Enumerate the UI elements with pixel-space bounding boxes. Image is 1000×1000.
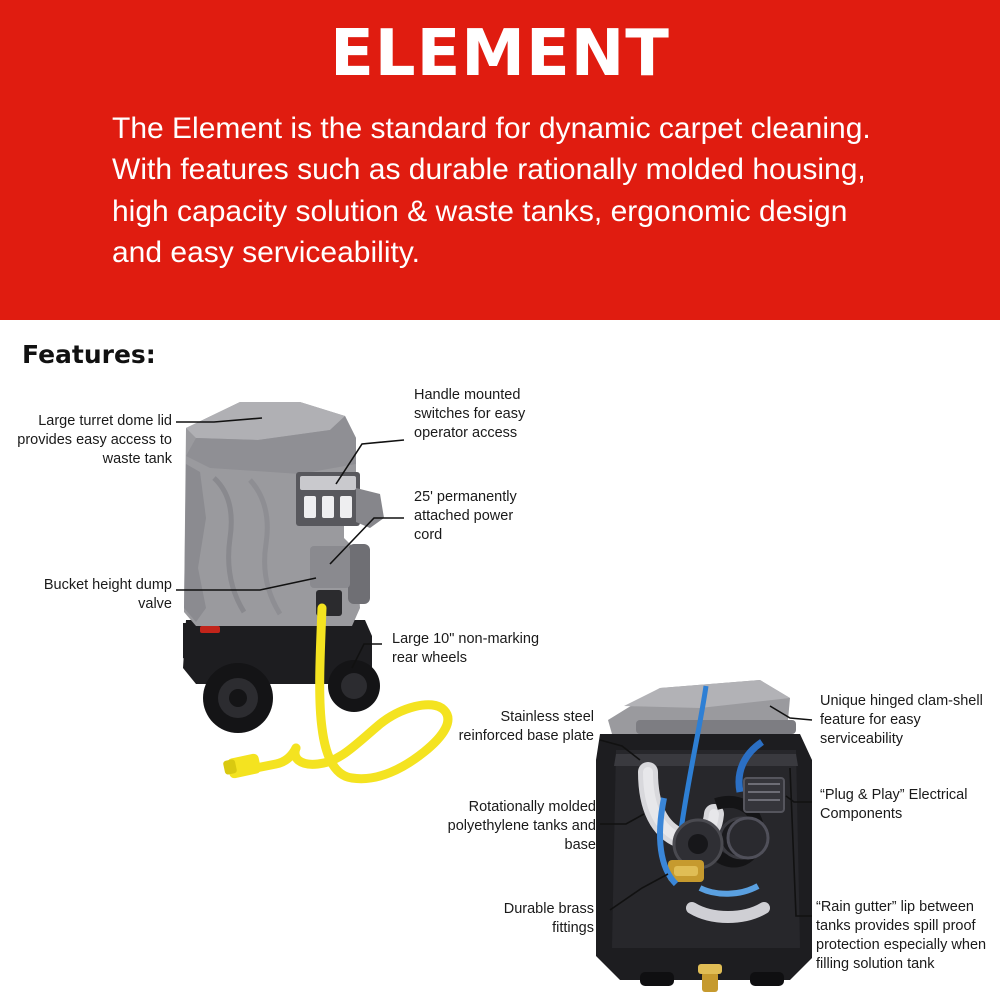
callout-molded-tanks: Rotationally molded polyethylene tanks and base xyxy=(447,799,596,853)
callout-dump-valve: Bucket height dump valve xyxy=(43,577,172,612)
machine-open-view xyxy=(596,680,812,992)
callout-turret-dome-lid: Large turret dome lid provides easy access to waste tank xyxy=(17,413,172,467)
hero-description: The Element is the standard for dynamic carpet cleaning. With features such as durable rationally molded housing, high capacity solution & waste tanks, ergonomic design and easy serviceability. xyxy=(112,112,871,270)
callout-brass-fittings: Durable brass fittings xyxy=(503,901,594,936)
callout-power-cord: 25' permanently attached power cord xyxy=(414,489,517,543)
callout-base-plate: Stainless steel reinforced base plate xyxy=(458,709,594,744)
callout-electrical-components: “Plug & Play” Electrical Components xyxy=(820,787,968,822)
page-title: ELEMENT xyxy=(330,17,670,91)
hero-banner xyxy=(0,0,1000,320)
callout-rain-gutter: “Rain gutter” lip between tanks provides spill proof protection especially when filling solution tank xyxy=(816,899,987,972)
features-heading: Features: xyxy=(22,340,156,369)
callout-clamshell: Unique hinged clam-shell feature for easy serviceability xyxy=(820,693,983,747)
product-figure xyxy=(0,368,1000,1000)
callout-rear-wheels: Large 10" non-marking rear wheels xyxy=(392,631,540,666)
callout-handle-switches: Handle mounted switches for easy operator access xyxy=(414,387,526,441)
